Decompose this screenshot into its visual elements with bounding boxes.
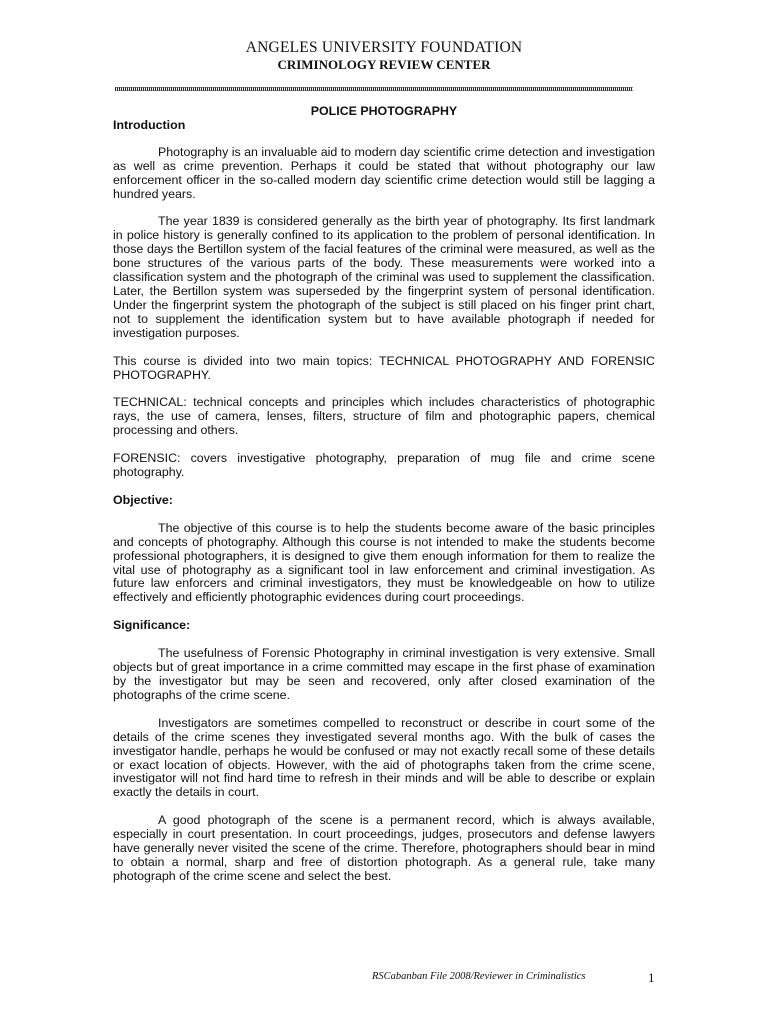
introduction-paragraph-1: Photography is an invaluable aid to modern day scientific crime detection and investigation as well as crime prevention. Perhaps it could be stated that without photography our law enforcement officer in the so-called modern day scientific crime detection would still be lagging a hundred years. <box>113 144 655 201</box>
significance-paragraph-2: Investigators are sometimes compelled to reconstruct or describe in court some of the details of the crime scenes they investigated several months ago. With the bulk of cases the investigator handle, perhaps he would be confused or may not exactly recall some of these details or exact location of objects. However, with the aid of photographs taken from the crime scene, investigator will not find hard time to refresh in their minds and will be able to describe or explain exactly the details in court. <box>113 715 655 800</box>
organization-name: ANGELES UNIVERSITY FOUNDATION <box>245 39 523 56</box>
introduction-paragraph-3: This course is divided into two main topics: TECHNICAL PHOTOGRAPHY AND FORENSIC PHOTOGRAPHY. <box>113 353 655 382</box>
footer-text: RSCabanban File 2008/Reviewer in Criminalistics <box>372 971 586 982</box>
significance-paragraph-3: A good photograph of the scene is a permanent record, which is always available, especially in court presentation. In court proceedings, judges, prosecutors and defense lawyers have generally never visited the scene of the crime. Therefore, photographers should bear in mind to obtain a normal, sharp and free of distortion photograph. As a general rule, take many photograph of the crime scene and select the best. <box>113 813 655 883</box>
objective-heading: Objective: <box>113 492 173 507</box>
introduction-heading: Introduction <box>113 117 186 132</box>
review-center-name: CRIMINOLOGY REVIEW CENTER <box>277 57 491 72</box>
objective-paragraph: The objective of this course is to help the students become aware of the basic principles and concepts of photography. Although this course is not intended to make the students become professional photographers, it is designed to give them enough information for them to realize the vital use of photography as a significant tool in law enforcement and criminal investigation. As future law enforcers and criminal investigators, they must be knowledgeable on how to utilize effectively and efficiently photographic evidences during court proceedings. <box>113 520 655 605</box>
header-divider-border <box>115 87 633 91</box>
document-title: POLICE PHOTOGRAPHY <box>310 104 458 118</box>
introduction-paragraph-4: TECHNICAL: technical concepts and principles which includes characteristics of photographic rays, the use of camera, lenses, filters, structure of film and photographic papers, chemical processing and others. <box>113 395 655 438</box>
document-body <box>113 105 655 884</box>
introduction-paragraph-2: The year 1839 is considered generally as the birth year of photography. Its first landmark in police history is generally confined to its application to the problem of personal identification. In those days the Bertillon system of the facial features of the criminal were measured, as well as the bone structures of the various parts of the body. These measurements were worked into a classification system and the photograph of the criminal was used to supplement the classification. Later, the Bertillon system was superseded by the fingerprint system of personal identification. Under the fingerprint system the photograph of the subject is still placed on his finger print chart, not to supplement the identification system but to have available photograph if needed for investigation purposes. <box>113 214 655 340</box>
introduction-paragraph-5: FORENSIC: covers investigative photography, preparation of mug file and crime scene photography. <box>113 451 655 480</box>
significance-heading: Significance: <box>113 618 191 633</box>
page-number: 1 <box>648 970 655 985</box>
significance-paragraph-1: The usefulness of Forensic Photography in criminal investigation is very extensive. Small objects but of great importance in a crime committed may escape in the first phase of examination by the investigator but may be seen and recovered, only after closed examination of the photographs of the crime scene. <box>113 646 655 702</box>
